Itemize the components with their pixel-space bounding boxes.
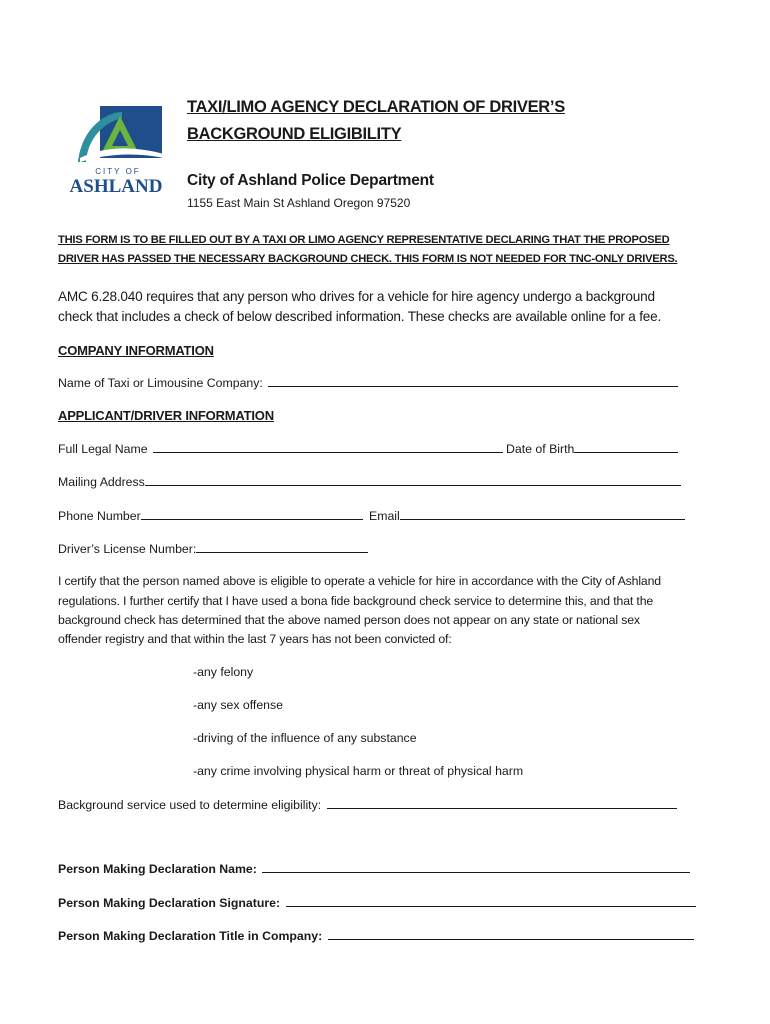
notice-line-1: THIS FORM IS TO BE FILLED OUT BY A TAXI OR LIMO AGENCY REPRESENTATIVE DECLARING THAT THE PROPOSED [58,234,670,246]
certification-line-1: I certify that the person named above is eligible to operate a vehicle for hire in accordance with the City of Ashland [58,574,661,588]
phone-row [58,508,363,523]
conviction-item: -any felony [193,665,254,679]
full-name-row [58,441,503,456]
conviction-item: -driving of the influence of any substance [193,731,417,745]
declarant-signature-label: Person Making Declaration Signature: [58,896,281,910]
company-name-field[interactable] [268,375,678,387]
mailing-address-field[interactable] [145,474,681,486]
license-field[interactable] [196,541,368,553]
certification-line-3: background check has determined that the above named person does not appear on any state or national sex [58,613,640,627]
declarant-name-field[interactable] [262,861,690,873]
intro-line-2: check that includes a check of below described information. These checks are available online for a fee. [58,309,662,324]
certification-line-2: regulations. I further certify that I have used a bona fide background check service to determine this, and that the [58,594,654,608]
background-service-row [58,797,677,812]
logo-city-of-text: CITY OF [95,167,141,176]
department-name: City of Ashland Police Department [187,172,434,189]
form-title-line-2: BACKGROUND ELIGIBILITY [187,125,402,143]
declarant-title-field[interactable] [328,928,694,940]
company-name-label: Name of Taxi or Limousine Company: [58,376,263,390]
city-of-ashland-logo [60,106,176,196]
declarant-signature-row [58,895,696,910]
intro-line-1: AMC 6.28.040 requires that any person who drives for a vehicle for hire agency undergo a background [58,289,655,304]
full-name-label: Full Legal Name [58,442,148,456]
logo-ashland-text: ASHLAND [69,176,163,196]
declarant-name-row [58,861,690,876]
form-title-line-1: TAXI/LIMO AGENCY DECLARATION OF DRIVER’S [187,98,565,116]
phone-label: Phone Number [58,509,141,523]
background-service-label: Background service used to determine eligibility: [58,798,322,812]
full-name-field[interactable] [153,441,503,453]
company-name-row [58,375,678,390]
email-field[interactable] [400,508,685,520]
ashland-logo-graphic [60,106,176,196]
phone-field[interactable] [141,508,363,520]
dob-label: Date of Birth [506,442,575,456]
mailing-address-label: Mailing Address [58,475,145,489]
background-service-field[interactable] [327,797,677,809]
notice-line-2: DRIVER HAS PASSED THE NECESSARY BACKGROUND CHECK. THIS FORM IS NOT NEEDED FOR TNC-ONLY DRIVERS. [58,253,678,265]
department-address: 1155 East Main St Ashland Oregon 97520 [187,196,411,210]
email-row [369,508,685,523]
declarant-name-label: Person Making Declaration Name: [58,862,257,876]
mailing-address-row [58,474,681,489]
company-info-heading: COMPANY INFORMATION [58,343,214,358]
applicant-info-heading: APPLICANT/DRIVER INFORMATION [58,408,274,423]
license-label: Driver’s License Number: [58,542,197,556]
dob-field[interactable] [574,441,678,453]
dob-row [506,441,678,456]
license-row [58,541,368,556]
declarant-title-row [58,928,694,943]
conviction-item: -any sex offense [193,698,284,712]
conviction-item: -any crime involving physical harm or threat of physical harm [193,764,524,778]
declarant-title-label: Person Making Declaration Title in Company: [58,929,323,943]
declarant-signature-field[interactable] [286,895,696,907]
certification-line-4: offender registry and that within the last 7 years has not been convicted of: [58,632,452,646]
email-label: Email [369,509,400,523]
